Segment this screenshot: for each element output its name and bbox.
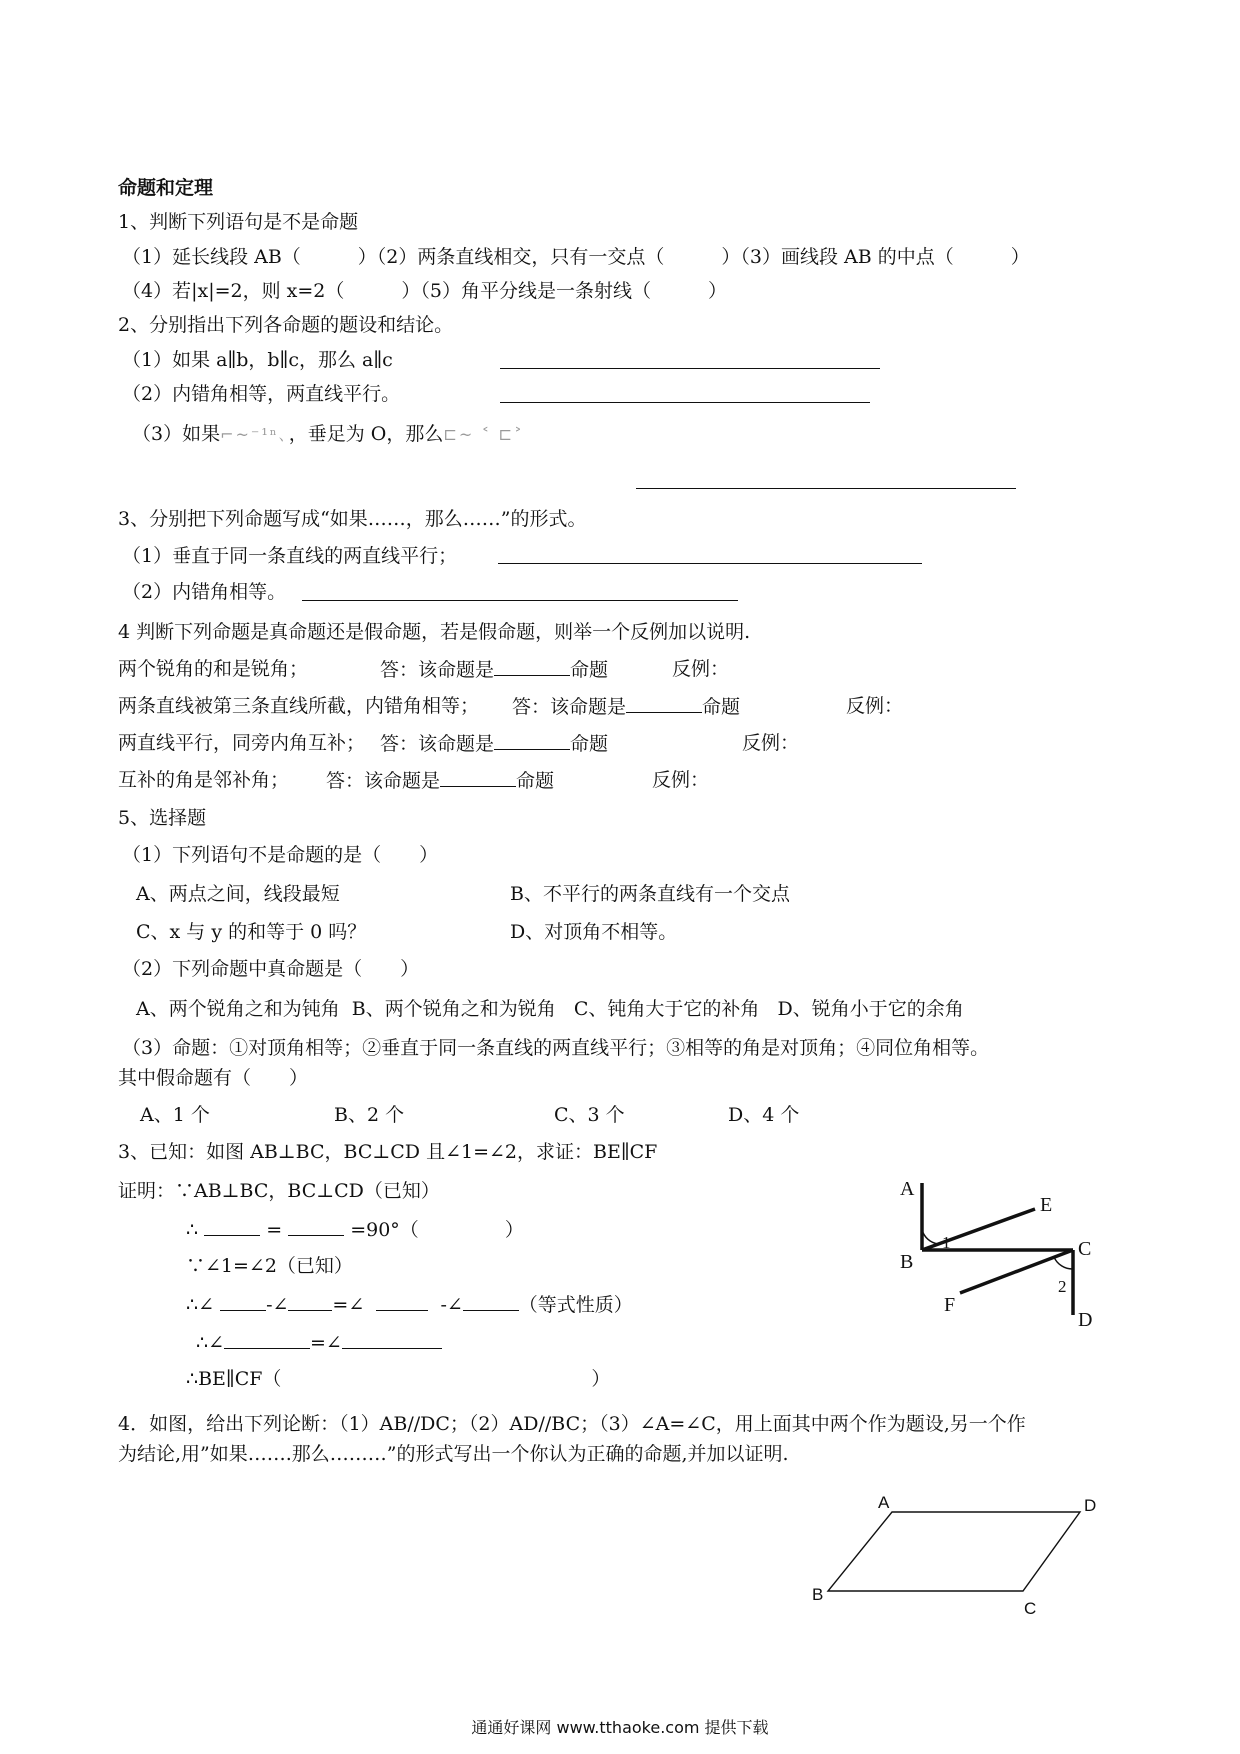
label-angle-1: 1 [942, 1233, 951, 1252]
label-f: F [944, 1294, 956, 1316]
segment-cf [960, 1250, 1073, 1293]
segment-be [922, 1209, 1035, 1250]
q4-row-2-stmt: 两条直线被第三条直线所截，内错角相等； [118, 695, 480, 717]
q4-row-2-kind: 命题 [702, 696, 741, 718]
q4-row-1-stmt: 两个锐角的和是锐角； [118, 658, 309, 680]
q4-row-3-example: 反例： [742, 732, 800, 754]
q5-s3-option-b: B、2 个 [334, 1104, 405, 1126]
close-paren: ） [504, 1219, 524, 1241]
q4-row-3-ans-label: 答：该命题是 [380, 733, 495, 755]
q4-row-3-kind: 命题 [570, 733, 609, 755]
q4-heading: 4 判断下列命题是真命题还是假命题，若是假命题，则举一个反例加以说明. [118, 621, 751, 643]
proof-line-6 [186, 1367, 610, 1391]
q4-row-2-answer [512, 694, 740, 719]
q4-row-2-ans-label: 答：该命题是 [512, 696, 627, 718]
q4-row-3-blank[interactable] [494, 731, 570, 750]
q-last-line-2: 为结论,用”如果…….那么………”的形式写出一个你认为正确的命题,并加以证明. [118, 1443, 789, 1465]
q2-item3-foot: ，垂足为 O，那么 [288, 423, 444, 445]
proof-blank-5a[interactable] [224, 1330, 310, 1349]
therefore-symbol: ∴ [186, 1219, 199, 1241]
q5-s3-option-c: C、3 个 [554, 1104, 625, 1126]
label-c: C [1078, 1238, 1092, 1260]
q4-row-3-stmt: 两直线平行，同旁内角互补； [118, 732, 366, 754]
q4-row-4-blank[interactable] [440, 768, 516, 787]
label-a: A [878, 1493, 890, 1512]
equation-property: （等式性质） [518, 1294, 633, 1316]
close-paren-2: ） [591, 1368, 611, 1390]
proof-blank-4c[interactable] [376, 1292, 428, 1311]
label-b: B [900, 1251, 914, 1273]
q3-item1: （1）垂直于同一条直线的两直线平行； [122, 545, 458, 567]
label-angle-2: 2 [1058, 1277, 1067, 1296]
conclusion: ∴BE∥CF（ [186, 1368, 282, 1390]
q4-row-2-example: 反例： [846, 695, 904, 717]
proof-blank-4a[interactable] [220, 1292, 266, 1311]
blurred-formula-1: ⌐~⁻¹ⁿ､ [220, 425, 289, 444]
proof-blank-4d[interactable] [463, 1292, 519, 1311]
q4-row-1-blank[interactable] [494, 657, 570, 676]
q5-heading: 5、选择题 [118, 807, 207, 829]
q5-s1-option-b: B、不平行的两条直线有一个交点 [510, 883, 790, 905]
label-d: D [1084, 1496, 1097, 1515]
proof-blank-angle-2[interactable] [288, 1217, 344, 1236]
q2-heading: 2、分别指出下列各命题的题设和结论。 [118, 314, 454, 336]
q4-row-4-kind: 命题 [516, 770, 555, 792]
q4-row-4-stmt: 互补的角是邻补角； [118, 769, 290, 791]
equals-angle-2: =∠ [310, 1332, 342, 1354]
equals-sign: = [266, 1219, 283, 1241]
q4-row-1-ans-label: 答：该命题是 [380, 659, 495, 681]
proof-line-4 [186, 1292, 633, 1317]
q5-s1-option-a: A、两点之间，线段最短 [136, 883, 340, 905]
q3-heading: 3、分别把下列命题写成“如果……，那么……”的形式。 [118, 508, 587, 530]
q4-row-4-example: 反例： [652, 769, 710, 791]
proof-line-5 [196, 1330, 442, 1355]
q1-line1: （1）延长线段 AB（ ）（2）两条直线相交，只有一交点（ ）（3）画线段 AB 的中点（ ） [122, 246, 1030, 268]
therefore-angle-2: ∴∠ [196, 1332, 225, 1354]
q2-item2: （2）内错角相等，两直线平行。 [122, 383, 401, 405]
q5-s3-question: 其中假命题有（ ） [118, 1067, 309, 1089]
q2-answer-line-1[interactable] [500, 368, 880, 369]
q5-s1-option-d: D、对顶角不相等。 [510, 921, 678, 943]
q5-s1: （1）下列语句不是命题的是（ ） [122, 844, 439, 866]
q-last-line-1: 4．如图，给出下列论断：（1）AB//DC；（2）AD//BC；（3）∠A=∠C，用上面其中两个作为题设,另一个作 [118, 1413, 1026, 1435]
angle-1-arc [922, 1230, 938, 1244]
proof-line-2 [186, 1217, 524, 1242]
footer: 通通好课网 www.tthaoke.com 提供下载 [471, 1718, 769, 1737]
q1-heading: 1、判断下列语句是不是命题 [118, 211, 359, 233]
q4-row-3-answer [380, 731, 608, 756]
proof-figure [880, 1165, 1100, 1345]
q5-s2-options: A、两个锐角之和为钝角 B、两个锐角之和为锐角 C、钝角大于它的补角 D、锐角小于它的余角 [136, 998, 964, 1020]
equals-90: =90°（ [350, 1219, 419, 1241]
page-title: 命题和定理 [118, 177, 214, 199]
label-c: C [1024, 1599, 1037, 1618]
proof-blank-angle-1[interactable] [204, 1217, 260, 1236]
label-d: D [1078, 1309, 1093, 1331]
minus-angle-2: -∠ [440, 1294, 463, 1316]
proof-line-3: ∵∠1=∠2（已知） [186, 1255, 353, 1277]
proof-blank-5b[interactable] [342, 1330, 442, 1349]
q2-item1: （1）如果 a∥b，b∥c，那么 a∥c [122, 349, 393, 371]
q5-s3-option-a: A、1 个 [140, 1104, 210, 1126]
label-b: B [812, 1585, 824, 1604]
q2-item3 [132, 422, 524, 447]
q2-answer-line-3[interactable] [636, 488, 1016, 489]
minus-angle-1: -∠ [266, 1294, 289, 1316]
q3-item2: （2）内错角相等。 [122, 581, 287, 603]
parallelogram-abcd [828, 1512, 1080, 1591]
q3-answer-line-2[interactable] [302, 600, 738, 601]
q4-row-1-answer [380, 657, 608, 682]
label-e: E [1040, 1194, 1053, 1216]
q2-item3-if: （3）如果 [132, 423, 221, 445]
q2-answer-line-2[interactable] [500, 402, 870, 403]
label-a: A [900, 1178, 915, 1200]
therefore-angle: ∴∠ [186, 1294, 215, 1316]
proof-heading: 3、已知：如图 AB⊥BC，BC⊥CD 且∠1=∠2，求证：BE∥CF [118, 1141, 658, 1163]
q3-answer-line-1[interactable] [498, 563, 922, 564]
blurred-formula-2: ⊏~ ˂ ⊏˃ [443, 425, 524, 444]
q5-s2: （2）下列命题中真命题是（ ） [122, 958, 420, 980]
q1-line2: （4）若|x|=2，则 x=2（ ）（5）角平分线是一条射线（ ） [122, 280, 727, 302]
angle-2-arc [1054, 1257, 1073, 1269]
q5-s3: （3）命题：①对顶角相等；②垂直于同一条直线的两直线平行；③相等的角是对顶角；④同位角相等。 [122, 1037, 990, 1059]
q4-row-4-answer [326, 768, 554, 793]
q5-s1-option-c: C、x 与 y 的和等于 0 吗？ [136, 921, 367, 943]
q4-row-2-blank[interactable] [626, 694, 702, 713]
parallelogram-figure [800, 1490, 1120, 1630]
q4-row-1-kind: 命题 [570, 659, 609, 681]
q4-row-4-ans-label: 答：该命题是 [326, 770, 441, 792]
q4-row-1-example: 反例： [672, 658, 730, 680]
q5-s3-option-d: D、4 个 [728, 1104, 800, 1126]
equals-angle: =∠ [332, 1294, 365, 1316]
proof-blank-4b[interactable] [288, 1292, 332, 1311]
proof-line-1: 证明：∵AB⊥BC，BC⊥CD（已知） [118, 1180, 440, 1202]
